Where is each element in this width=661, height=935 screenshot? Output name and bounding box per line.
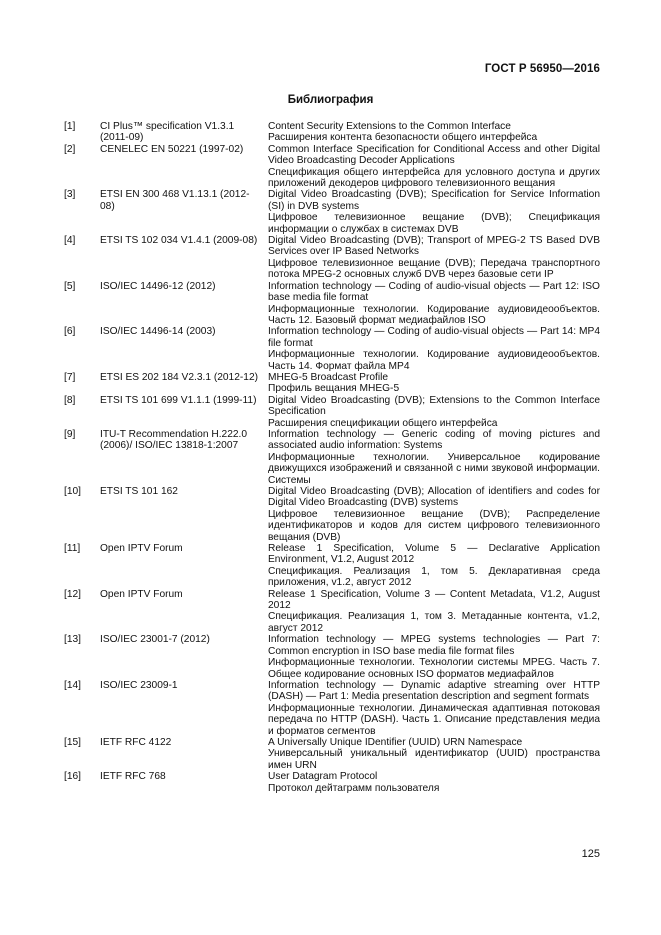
entry-title-translation: Профиль вещания MHEG-5	[268, 383, 400, 395]
bibliography-entry	[64, 144, 600, 190]
entry-source: ETSI TS 101 162	[100, 486, 178, 497]
entry-source: ETSI TS 102 034 V1.4.1 (2009-08)	[100, 235, 258, 247]
entry-description	[268, 121, 600, 144]
entry-description	[268, 326, 600, 372]
bibliography-entry	[64, 543, 600, 589]
page-number: 125	[581, 848, 600, 860]
bibliography-list	[64, 121, 600, 794]
entry-title-original: Common Interface Specification for Conditional Access and other Digital Video Broadcasting Decoder Applications	[268, 143, 600, 167]
entry-number: [16]	[64, 771, 81, 783]
entry-title-original: Release 1 Specification, Volume 3 — Content Metadata, V1.2, August 2012	[268, 588, 600, 612]
entry-number: [5]	[64, 280, 76, 292]
entry-title-original: Digital Video Broadcasting (DVB); Transport of MPEG-2 TS Based DVB Services over IP Based Networks	[268, 235, 600, 258]
entry-description	[268, 680, 600, 737]
entry-number: [2]	[64, 143, 76, 155]
entry-description	[268, 486, 600, 543]
entry-source: Open IPTV Forum	[100, 588, 183, 600]
entry-title-original: Release 1 Specification, Volume 5 — Declarative Application Environment, V1.2, August 2012	[268, 543, 600, 566]
entry-source: ITU-T Recommendation H.222.0 (2006)/ ISO/IEC 13818-1:2007	[100, 428, 248, 452]
entry-description	[268, 372, 600, 395]
entry-number: [13]	[64, 634, 81, 646]
entry-number: [8]	[64, 394, 76, 406]
entry-source: ISO/IEC 14496-12 (2012)	[100, 280, 216, 292]
entry-title-translation: Информационные технологии. Кодирование аудиовидеообъектов. Часть 14. Формат файла MP4	[268, 349, 600, 372]
bibliography-entry	[64, 634, 600, 680]
entry-title-translation: Цифровое телевизионное вещание (DVB); Распределение идентификаторов и кодов для систем цифрового телевизионного вещания (DVB)	[268, 508, 600, 543]
entry-number: [15]	[64, 736, 81, 748]
entry-description	[268, 634, 600, 680]
entry-title-original: Content Security Extensions to the Common Interface	[268, 121, 511, 132]
bibliography-entry	[64, 771, 600, 794]
entry-title-translation: Информационные технологии. Технологии системы MPEG. Часть 7. Общее кодирование основных ISO форматов медиафайлов	[268, 657, 600, 680]
entry-description	[268, 589, 600, 635]
entry-number: [3]	[64, 189, 76, 201]
entry-title-original: Information technology — Generic coding of moving pictures and associated audio information: Systems	[268, 428, 600, 452]
entry-title-original: Information technology — MPEG systems technologies — Part 7: Common encryption in ISO base media file format files	[268, 634, 600, 657]
bibliography-entry	[64, 429, 600, 486]
entry-title-translation: Расширения контента безопасности общего интерфейса	[268, 132, 538, 144]
entry-description	[268, 737, 600, 771]
entry-description	[268, 771, 600, 794]
entry-title-translation: Цифровое телевизионное вещание (DVB); Спецификация информации о службах в системах DVB	[268, 212, 600, 235]
entry-source: Open IPTV Forum	[100, 543, 183, 555]
entry-title-original: MHEG-5 Broadcast Profile	[268, 371, 389, 383]
entry-number: [9]	[64, 428, 76, 440]
entry-description	[268, 235, 600, 281]
bibliography-entry	[64, 326, 600, 372]
bibliography-entry	[64, 395, 600, 429]
entry-title-original: User Datagram Protocol	[268, 771, 378, 783]
bibliography-entry	[64, 121, 600, 144]
entry-source: ISO/IEC 23001-7 (2012)	[100, 634, 210, 646]
bibliography-entry	[64, 372, 600, 395]
entry-source: CENELEC EN 50221 (1997-02)	[100, 143, 244, 155]
entry-source: IETF RFC 4122	[100, 736, 172, 748]
entry-title-original: Digital Video Broadcasting (DVB); Allocation of identifiers and codes for Digital Video Broadcasting (DVB) systems	[268, 486, 600, 509]
entry-number: [11]	[64, 543, 81, 555]
entry-number: [7]	[64, 371, 76, 383]
entry-source: IETF RFC 768	[100, 771, 166, 783]
entry-title-translation: Спецификация. Реализация 1, том 5. Декларативная среда приложения, v1.2, август 2012	[268, 565, 600, 589]
entry-description	[268, 189, 600, 235]
entry-title-translation: Спецификация общего интерфейса для условного доступа и других приложений декодеров цифрового телевизионного вещания	[268, 166, 600, 190]
entry-source: ETSI ES 202 184 V2.3.1 (2012-12)	[100, 371, 259, 383]
entry-description	[268, 429, 600, 486]
entry-source: ETSI EN 300 468 V1.13.1 (2012-08)	[100, 189, 250, 212]
entry-description	[268, 281, 600, 327]
document-header: ГОСТ Р 56950—2016	[484, 63, 600, 75]
bibliography-entry	[64, 281, 600, 327]
entry-title-translation: Информационные технологии. Универсальное кодирование движущихся изображений и связанной с ними звуковой информации. Системы	[268, 451, 600, 486]
entry-source: ISO/IEC 23009-1	[100, 679, 178, 691]
entry-source: CI Plus™ specification V1.3.1 (2011-09)	[100, 121, 235, 144]
entry-title-original: Digital Video Broadcasting (DVB); Specification for Service Information (SI) in DVB systems	[268, 189, 600, 212]
entry-title-translation: Протокол дейтаграмм пользователя	[268, 782, 440, 794]
entry-source: ISO/IEC 14496-14 (2003)	[100, 326, 216, 338]
bibliography-entry	[64, 486, 600, 543]
entry-description	[268, 144, 600, 190]
bibliography-entry	[64, 589, 600, 635]
entry-source: ETSI TS 101 699 V1.1.1 (1999-11)	[100, 394, 257, 406]
entry-description	[268, 395, 600, 429]
entry-title-translation: Универсальный уникальный идентификатор (UUID) пространства имен URN	[268, 748, 600, 771]
entry-number: [6]	[64, 326, 76, 338]
entry-title-translation: Информационные технологии. Кодирование аудиовидеообъектов. Часть 12. Базовый формат медиафайлов ISO	[268, 303, 600, 326]
entry-title-original: A Universally Unique IDentifier (UUID) URN Namespace	[268, 736, 523, 748]
bibliography-title: Библиография	[287, 94, 374, 106]
entry-number: [12]	[64, 588, 81, 600]
entry-number: [14]	[64, 679, 81, 691]
entry-title-translation: Информационные технологии. Динамическая адаптивная потоковая передача по HTTP (DASH). Часть 1. Описание представления медиа и форматов сегментов	[268, 702, 600, 737]
entry-title-translation: Спецификация. Реализация 1, том 3. Метаданные контента, v1.2, август 2012	[268, 611, 600, 634]
entry-title-original: Digital Video Broadcasting (DVB); Extensions to the Common Interface Specification	[268, 394, 600, 418]
bibliography-entry	[64, 737, 600, 771]
bibliography-entry	[64, 189, 600, 235]
entry-title-original: Information technology — Coding of audio-visual objects — Part 14: MP4 file format	[268, 326, 600, 349]
entry-description	[268, 543, 600, 589]
entry-number: [1]	[64, 121, 76, 132]
entry-title-translation: Цифровое телевизионное вещание (DVB); Передача транспортного потока MPEG-2 основных служб DVB через базовые сети IP	[268, 257, 600, 281]
bibliography-entry	[64, 680, 600, 737]
entry-title-translation: Расширения спецификации общего интерфейса	[268, 417, 498, 429]
entry-number: [10]	[64, 486, 81, 497]
bibliography-entry	[64, 235, 600, 281]
entry-title-original: Information technology — Dynamic adaptive streaming over HTTP (DASH) — Part 1: Media presentation description and segment formats	[268, 679, 600, 703]
entry-number: [4]	[64, 235, 76, 247]
entry-title-original: Information technology — Coding of audio-visual objects — Part 12: ISO base media file format	[268, 280, 600, 304]
